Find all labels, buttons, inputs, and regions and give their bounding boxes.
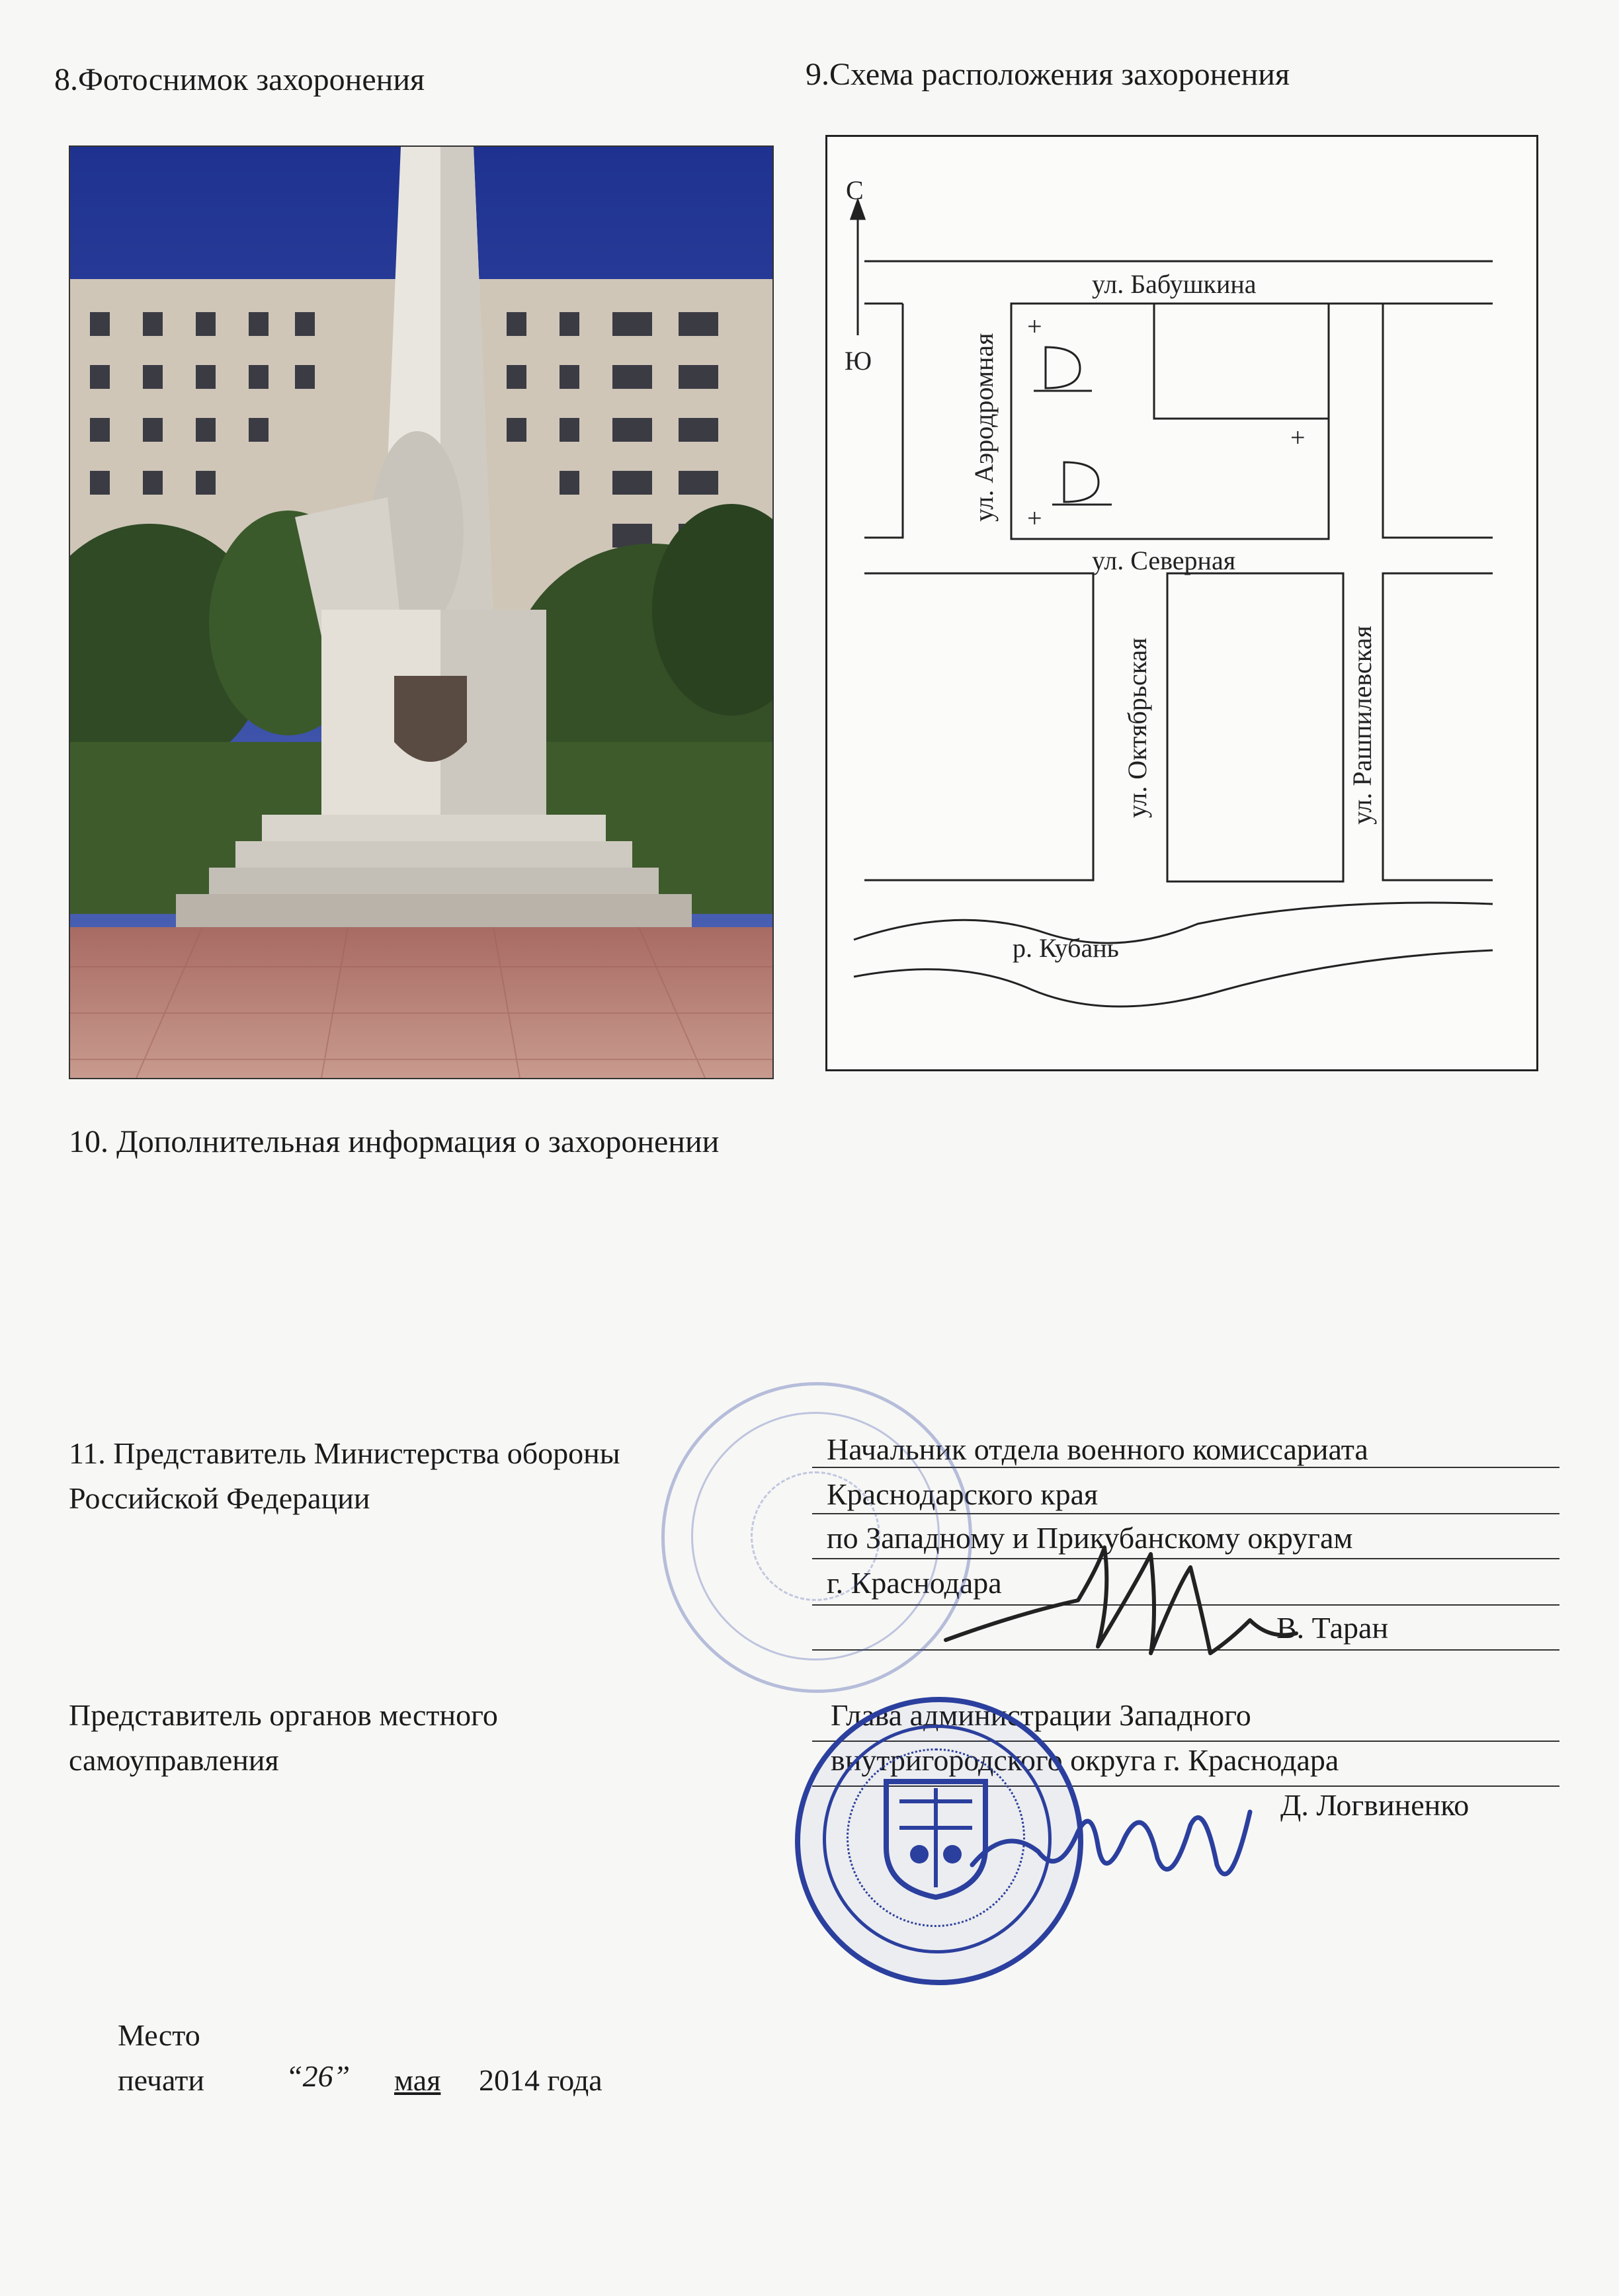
seal-place-label-line2: печати	[118, 2063, 204, 2097]
mod-position-line1: Начальник отдела военного комиссариата	[827, 1432, 1368, 1466]
local-position-line1: Глава администрации Западного	[831, 1698, 1251, 1732]
compass-north-label: С	[846, 175, 864, 205]
grave-symbols	[1027, 311, 1306, 533]
street-aerodromnaya: ул. Аэродромная	[969, 333, 999, 522]
mod-signature	[939, 1541, 1309, 1673]
street-severnaya: ул. Северная	[1092, 546, 1236, 575]
local-rep-label-line1: Представитель органов местного	[69, 1698, 498, 1732]
street-rashpilevskaya: ул. Рашпилевская	[1347, 626, 1377, 825]
svg-text:+: +	[1027, 311, 1042, 341]
seal-place-label-line1: Место	[118, 2018, 200, 2052]
date-year: 2014 года	[479, 2063, 602, 2097]
local-rep-label-line2: самоуправления	[69, 1743, 279, 1777]
compass-south-label: Ю	[845, 346, 872, 376]
mod-seal	[661, 1382, 972, 1693]
mod-rep-label-line1: 11. Представитель Министерства обороны	[69, 1436, 620, 1470]
svg-text:+: +	[1290, 423, 1306, 452]
mod-position-line3: по Западному и Прикубанскому округам	[827, 1521, 1353, 1555]
memorial-photo	[69, 145, 774, 1079]
mod-signer-name: В. Таран	[1276, 1611, 1389, 1645]
svg-text:+: +	[1027, 503, 1042, 533]
date-day: “26”	[286, 2059, 351, 2093]
local-signature	[966, 1785, 1257, 1911]
mod-position-line2: Краснодарского края	[827, 1477, 1099, 1511]
scheme-section-title: 9.Схема расположения захоронения	[806, 57, 1290, 92]
mod-rep-label-line2: Российской Федерации	[69, 1481, 370, 1515]
additional-info-title: 10. Дополнительная информация о захоронении	[69, 1124, 720, 1159]
date-month: мая	[394, 2063, 441, 2097]
river-kuban: р. Кубань	[1013, 933, 1119, 963]
local-position-line2: внутригородского округа г. Краснодара	[831, 1743, 1339, 1777]
street-oktyabrskaya: ул. Октябрьская	[1122, 637, 1152, 818]
photo-section-title: 8.Фотоснимок захоронения	[54, 62, 425, 97]
street-babushkina: ул. Бабушкина	[1092, 269, 1257, 299]
mod-position-line4: г. Краснодара	[827, 1566, 1002, 1600]
local-signer-name: Д. Логвиненко	[1280, 1788, 1470, 1822]
location-scheme	[825, 135, 1538, 1071]
